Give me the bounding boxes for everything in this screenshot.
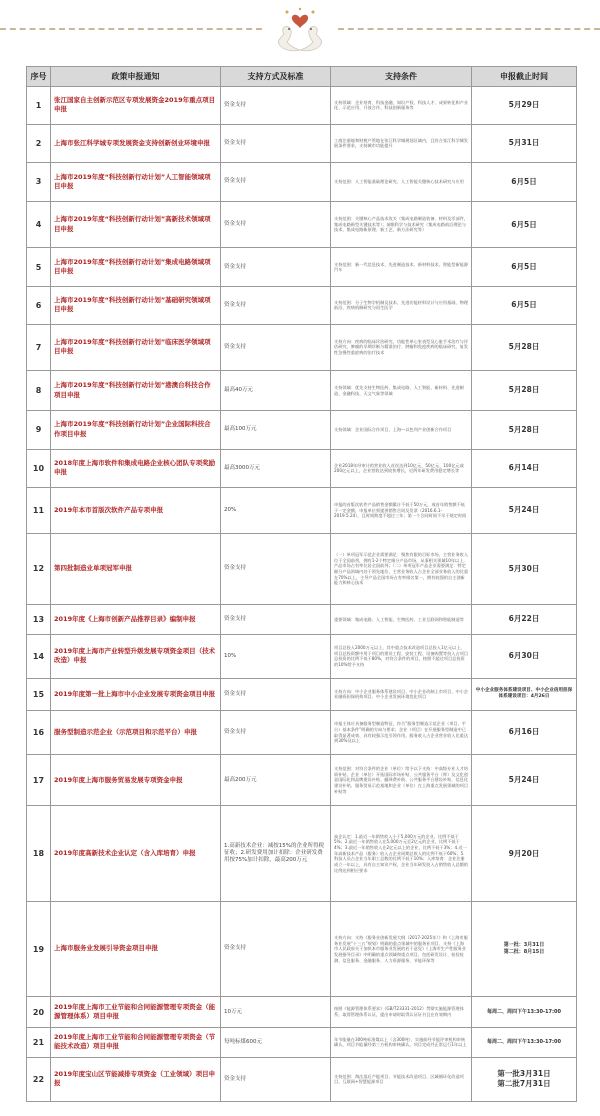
deadline xyxy=(472,1027,577,1057)
table-row xyxy=(27,201,577,248)
table-header-row xyxy=(27,67,577,87)
row-number: 6 xyxy=(27,287,51,325)
row-number: 19 xyxy=(27,901,51,996)
deadline xyxy=(472,324,577,371)
row-number: 12 xyxy=(27,533,51,605)
row-number: 15 xyxy=(27,679,51,711)
table-row xyxy=(27,248,577,287)
row-number: 11 xyxy=(27,488,51,533)
support-conditions: 支持范围：分子生物学机制及技术、先进功能材料设计与应用基础、物理前沿、疾病机制研究与再生医学 xyxy=(331,287,472,325)
policy-title: 2019年本市首版次软件产品专项申报 xyxy=(51,488,221,533)
deadline-line: 5月28日 xyxy=(508,385,540,395)
deadline-line: 6月14日 xyxy=(508,463,540,473)
deadline xyxy=(472,371,577,411)
support-conditions: 按照《能源管理体系要求》（GB/T23331-2012）贯彻实施能源管理体系，取得管理体系认证，提出申请时取得认证证书且在有效期内 xyxy=(331,997,472,1028)
deadline xyxy=(472,901,577,996)
support-method: 10% xyxy=(221,634,331,678)
deadline-line: 6月5日 xyxy=(511,300,537,310)
table-row xyxy=(27,324,577,371)
row-number: 18 xyxy=(27,806,51,901)
support-conditions: 支持方向：支持《服务业创新发展大纲（2017-2025年）》和《上海市服务业发展“十三五”规划》明确的重点领域中的服务业项目、支持《上海市人民政府关于加快本市服务业发展的若干意见》《上海市生产性服务业发展指导目录》中明确的重点领域和重点项目，包括研发设计、检验检测、信息服务、金融服务、人力资源服务、节能环保等 xyxy=(331,901,472,996)
deadline xyxy=(472,1057,577,1101)
row-number: 20 xyxy=(27,997,51,1028)
row-number: 22 xyxy=(27,1057,51,1101)
deadline-line: 第一批：3月31日 xyxy=(503,942,545,949)
support-method: 最高200万元 xyxy=(221,755,331,806)
header-conditions: 支持条件 xyxy=(331,67,472,87)
table-row xyxy=(27,449,577,488)
policy-table xyxy=(26,66,577,1102)
support-conditions: 支持方向：疾病的临床诊治研究、功能性单心室表型及心脏手术治疗与评估研究、肿瘤的早期诊断与精准治疗、肿瘤和免疫疾病的临床研究、复发性急慢性重症病的治疗技术 xyxy=(331,324,472,371)
deadline-line: 5月28日 xyxy=(508,342,540,352)
table-row xyxy=(27,533,577,605)
support-conditions: 申报的首版次软件产品销售金额累计不低于50万元，或首年销售额不低于一定金额，申报单位须提供销售合同及发票（2016.6.1-2019.5.24），且时间跨度不超过三年；第一个合同时间不早于规定时间 xyxy=(331,488,472,533)
deadline xyxy=(472,248,577,287)
deadline xyxy=(472,163,577,202)
deadline-line: 6月5日 xyxy=(511,219,537,229)
policy-title: 上海市服务业发展引导资金项目申报 xyxy=(51,901,221,996)
support-conditions: 工商注册地和财税户管地在张江科学城规划区域内，且符合张江科学城发展条件要求，支持城市功能提升 xyxy=(331,124,472,163)
support-conditions: （一）单项冠军示范企业需要满足：聚焦有限的目标市场，主营业务收入位于全国前列，拥有1-2个特定细分产品市场，从事相关领域10年以上，产品市场占有率位居全国前列；（二）单项冠军产品企业需要满足：特定细分产品领域内处于领先地位，主营业务收入占企业全部业务收入的比重在70%以上，主导产品全国市场占有率排名第一，拥有较强的自主创新能力和核心技术 xyxy=(331,533,472,605)
deadline xyxy=(472,488,577,533)
table-row xyxy=(27,124,577,163)
support-method: 1.高新技术企业：减按15%的企业所得税征收；2.研发费用加计扣除：企业研发费用按75%加计扣除，最高200万元 xyxy=(221,806,331,901)
row-number: 5 xyxy=(27,248,51,287)
deadline xyxy=(472,449,577,488)
deadline xyxy=(472,755,577,806)
support-conditions: 支持范围：新一代信息技术、先进制造技术、新材料技术、智能型新能源汽车 xyxy=(331,248,472,287)
support-method: 资金支持 xyxy=(221,201,331,248)
policy-title: 上海市2019年度“科技创新行动计划”临床医学领域项目申报 xyxy=(51,324,221,371)
policy-title: 2019年度上海市服务贸易发展专项资金申报 xyxy=(51,755,221,806)
support-conditions: 支持方向：中小企业服务体系建设项目、中小企业改制上市项目、中小企业融资担保机构项目、中小企业发展环境优化项目 xyxy=(331,679,472,711)
table-row xyxy=(27,634,577,678)
support-conditions: 项目总投入2000万元以上，其中重点技术改造项目总投入1亿元以上，项目总投资额中用于项目的建设工程、安装工程、设备购置等投入占项目总投资的比例不低于80%，对符合条件的项目，按照不超过项目总投资的10%给予支持 xyxy=(331,634,472,678)
deadline-line: 5月24日 xyxy=(508,775,540,785)
table-row xyxy=(27,371,577,411)
row-number: 7 xyxy=(27,324,51,371)
support-method: 每吨标煤600元 xyxy=(221,1027,331,1057)
support-method: 10万元 xyxy=(221,997,331,1028)
support-conditions: 年节能量在300吨标准煤以上（含300吨），实施前经节能评审机构审核确认，项目节能量经第三方机构审核确认，项目完成并正常运行1年以上 xyxy=(331,1027,472,1057)
deadline xyxy=(472,806,577,901)
top-decoration xyxy=(0,0,600,62)
support-method: 资金支持 xyxy=(221,1057,331,1101)
table-row xyxy=(27,997,577,1028)
support-method: 20% xyxy=(221,488,331,533)
policy-title: 上海市2019年度“科技创新行动计划”集成电路领域项目申报 xyxy=(51,248,221,287)
deadline-line: 每周二、周四下午13:30-17:00 xyxy=(487,1038,561,1045)
row-number: 1 xyxy=(27,87,51,125)
policy-title: 2019年度上海市产业转型升级发展专项资金项目（技术改造）申报 xyxy=(51,634,221,678)
swan-heart-icon xyxy=(270,4,330,58)
policy-title: 上海市2019年度“科技创新行动计划”基础研究领域项目申报 xyxy=(51,287,221,325)
table-body xyxy=(27,87,577,1102)
row-number: 16 xyxy=(27,710,51,754)
deadline-line: 5月31日 xyxy=(508,138,540,148)
deadline-line: 5月29日 xyxy=(508,100,540,110)
support-conditions: 支持范围：对符合条件的企业（单位）给予以下支持：中高级专业人才培训补贴、企业（单位）开拓国际市场补贴、公共服务平台（库）及文化创意国际化和品牌建设补贴、翻译费补助、公共服务平台建设补贴、信息化建设补贴、服务贸易示范基地和企业（单位）在上海重点发展领域的项目补贴等 xyxy=(331,755,472,806)
support-method: 资金支持 xyxy=(221,901,331,996)
support-method: 资金支持 xyxy=(221,248,331,287)
deadline-line: 第二批：8月15日 xyxy=(503,949,545,956)
table-row xyxy=(27,163,577,202)
support-conditions: 重要领域：集成电路、人工智能、生物医药、工业互联网和智能制造等 xyxy=(331,605,472,635)
support-method: 资金支持 xyxy=(221,533,331,605)
support-conditions: 支持范围：淘汰落后产能项目、节能技术改造项目、区域循环化改造项目、互联网+智慧能源项目 xyxy=(331,1057,472,1101)
deadline xyxy=(472,87,577,125)
deadline xyxy=(472,605,577,635)
row-number: 3 xyxy=(27,163,51,202)
table-row xyxy=(27,87,577,125)
deadline xyxy=(472,410,577,449)
support-method: 资金支持 xyxy=(221,287,331,325)
support-method: 最高3000万元 xyxy=(221,449,331,488)
row-number: 2 xyxy=(27,124,51,163)
support-method: 最高100万元 xyxy=(221,410,331,449)
table-row xyxy=(27,410,577,449)
deadline-line: 每周二、周四下午13:30-17:00 xyxy=(487,1008,561,1015)
policy-title: 上海市2019年度“科技创新行动计划”高新技术领域项目申报 xyxy=(51,201,221,248)
support-method: 资金支持 xyxy=(221,87,331,125)
table-row xyxy=(27,755,577,806)
support-method: 资金支持 xyxy=(221,679,331,711)
policy-title: 上海市张江科学城专项发展资金支持创新创业环境申报 xyxy=(51,124,221,163)
policy-title: 2019年度第一批上海市中小企业发展专项资金项目申报 xyxy=(51,679,221,711)
support-method: 资金支持 xyxy=(221,163,331,202)
deadline-line: 中小企业服务体系建设项目、中小企业信用担保体系建设项目：4月26日 xyxy=(475,688,573,700)
deadline xyxy=(472,124,577,163)
deadline-line: 第一批3月31日 xyxy=(497,1069,551,1079)
table-row xyxy=(27,1057,577,1101)
header-support: 支持方式及标准 xyxy=(221,67,331,87)
policy-title: 张江国家自主创新示范区专项发展资金2019年重点项目申报 xyxy=(51,87,221,125)
deadline-line: 第二批7月31日 xyxy=(497,1079,551,1089)
deadline xyxy=(472,201,577,248)
support-conditions: 支持范围：人工智能基础理论研究、人工智能关键核心技术研究与应用 xyxy=(331,163,472,202)
table-row xyxy=(27,287,577,325)
support-method: 资金支持 xyxy=(221,710,331,754)
deadline xyxy=(472,997,577,1028)
deadline xyxy=(472,634,577,678)
header-deadline: 申报截止时间 xyxy=(472,67,577,87)
header-title: 政策申报通知 xyxy=(51,67,221,87)
deadline-line: 6月22日 xyxy=(508,614,540,624)
policy-title: 2019年度高新技术企业认定（含入库培育）申报 xyxy=(51,806,221,901)
support-method: 资金支持 xyxy=(221,324,331,371)
support-conditions: 申报主体应具备服务型制造特征，符合“服务型制造示范企业（项目、平台）基本条件”明确的方向与要求；企业（项目）在开展服务型制造中已取得显著成效、具有较强示范引领作用，服务收入占企业营业收入比重达到30%及以上 xyxy=(331,710,472,754)
support-method: 资金支持 xyxy=(221,124,331,163)
row-number: 10 xyxy=(27,449,51,488)
deadline-line: 5月28日 xyxy=(508,424,540,434)
row-number: 4 xyxy=(27,201,51,248)
row-number: 17 xyxy=(27,755,51,806)
deadline-line: 5月30日 xyxy=(508,563,540,573)
policy-title: 第四批制造业单项冠军申报 xyxy=(51,533,221,605)
support-method: 最高40万元 xyxy=(221,371,331,411)
deadline-line: 9月20日 xyxy=(508,848,540,858)
table-row xyxy=(27,901,577,996)
deadline-line: 6月5日 xyxy=(511,262,537,272)
support-conditions: 支持范围：关键核心产品技术攻关（集成电路制造装备、材料及零部件，集成电路新型关键技术等）；前瞻科学与技术研究（集成电路前沿理论与技术、集成电路新原理、新工艺、新方法研究等） xyxy=(331,201,472,248)
table-row xyxy=(27,605,577,635)
deadline-line: 6月5日 xyxy=(511,176,537,186)
deadline-line: 5月24日 xyxy=(508,505,540,515)
table-row xyxy=(27,710,577,754)
policy-title: 服务型制造示范企业（示范项目和示范平台）申报 xyxy=(51,710,221,754)
support-conditions: 支持领域：企业培育、科技金融、知识产权、科技人才、成果转化和产业化、示范应用、开放合作、科技创新服务等 xyxy=(331,87,472,125)
deadline xyxy=(472,533,577,605)
row-number: 14 xyxy=(27,634,51,678)
table-row xyxy=(27,679,577,711)
dashed-divider-right xyxy=(338,28,600,30)
table-row xyxy=(27,488,577,533)
policy-title: 上海市2019年度“科技创新行动计划”企业国际科技合作项目申报 xyxy=(51,410,221,449)
policy-title: 上海市2019年度“科技创新行动计划”港澳台科技合作项目申报 xyxy=(51,371,221,411)
support-conditions: 支持领域：企业国际合作项目，上海—以色列产业创新合作项目 xyxy=(331,410,472,449)
deadline xyxy=(472,287,577,325)
dashed-divider-left xyxy=(0,28,262,30)
support-conditions: 高企认定：1.最近一年销售收入小于5,000万元的企业，比例不低于5%；2.最近一年销售收入在5,000万元至2亿元的企业，比例不低于4%；3.最近一年销售收入在2亿元以上的企业，比例不低于3%；4.近一年高新技术产品（服务）收入占企业同期总收入的比例不低于60%；5.科技人员占企业当年职工总数的比例不低于10%；入库培育：企业注册成立一年以上，具有自主知识产权，企业当年研发投入占销售收入总额的比例达到相应要求 xyxy=(331,806,472,901)
row-number: 21 xyxy=(27,1027,51,1057)
header-no: 序号 xyxy=(27,67,51,87)
row-number: 9 xyxy=(27,410,51,449)
support-conditions: 支持领域：优先支持生物医药、集成电路、人工智能、新材料、先进制造、金融科技、天文气象等领域 xyxy=(331,371,472,411)
support-conditions: 企业2018年经审计的营业收入首次达到10亿元、50亿元、100亿元或200亿元以上，企业营收达到较快增长，近两年研发费用稳定增长等 xyxy=(331,449,472,488)
deadline xyxy=(472,710,577,754)
row-number: 13 xyxy=(27,605,51,635)
policy-title: 上海市2019年度“科技创新行动计划”人工智能领域项目申报 xyxy=(51,163,221,202)
deadline-line: 6月30日 xyxy=(508,651,540,661)
row-number: 8 xyxy=(27,371,51,411)
policy-title: 2019年度《上海市创新产品推荐目录》编制申报 xyxy=(51,605,221,635)
deadline xyxy=(472,679,577,711)
policy-title: 2019年度上海市工业节能和合同能源管理专项资金（能源管理体系）项目申报 xyxy=(51,997,221,1028)
table-row xyxy=(27,806,577,901)
policy-title: 2019年度上海市工业节能和合同能源管理专项资金（节能技术改造）项目申报 xyxy=(51,1027,221,1057)
deadline-line: 6月16日 xyxy=(508,727,540,737)
support-method: 资金支持 xyxy=(221,605,331,635)
policy-title: 2019年度宝山区节能减排专项资金（工业领域）项目申报 xyxy=(51,1057,221,1101)
table-row xyxy=(27,1027,577,1057)
policy-title: 2018年度上海市软件和集成电路企业核心团队专项奖励申报 xyxy=(51,449,221,488)
